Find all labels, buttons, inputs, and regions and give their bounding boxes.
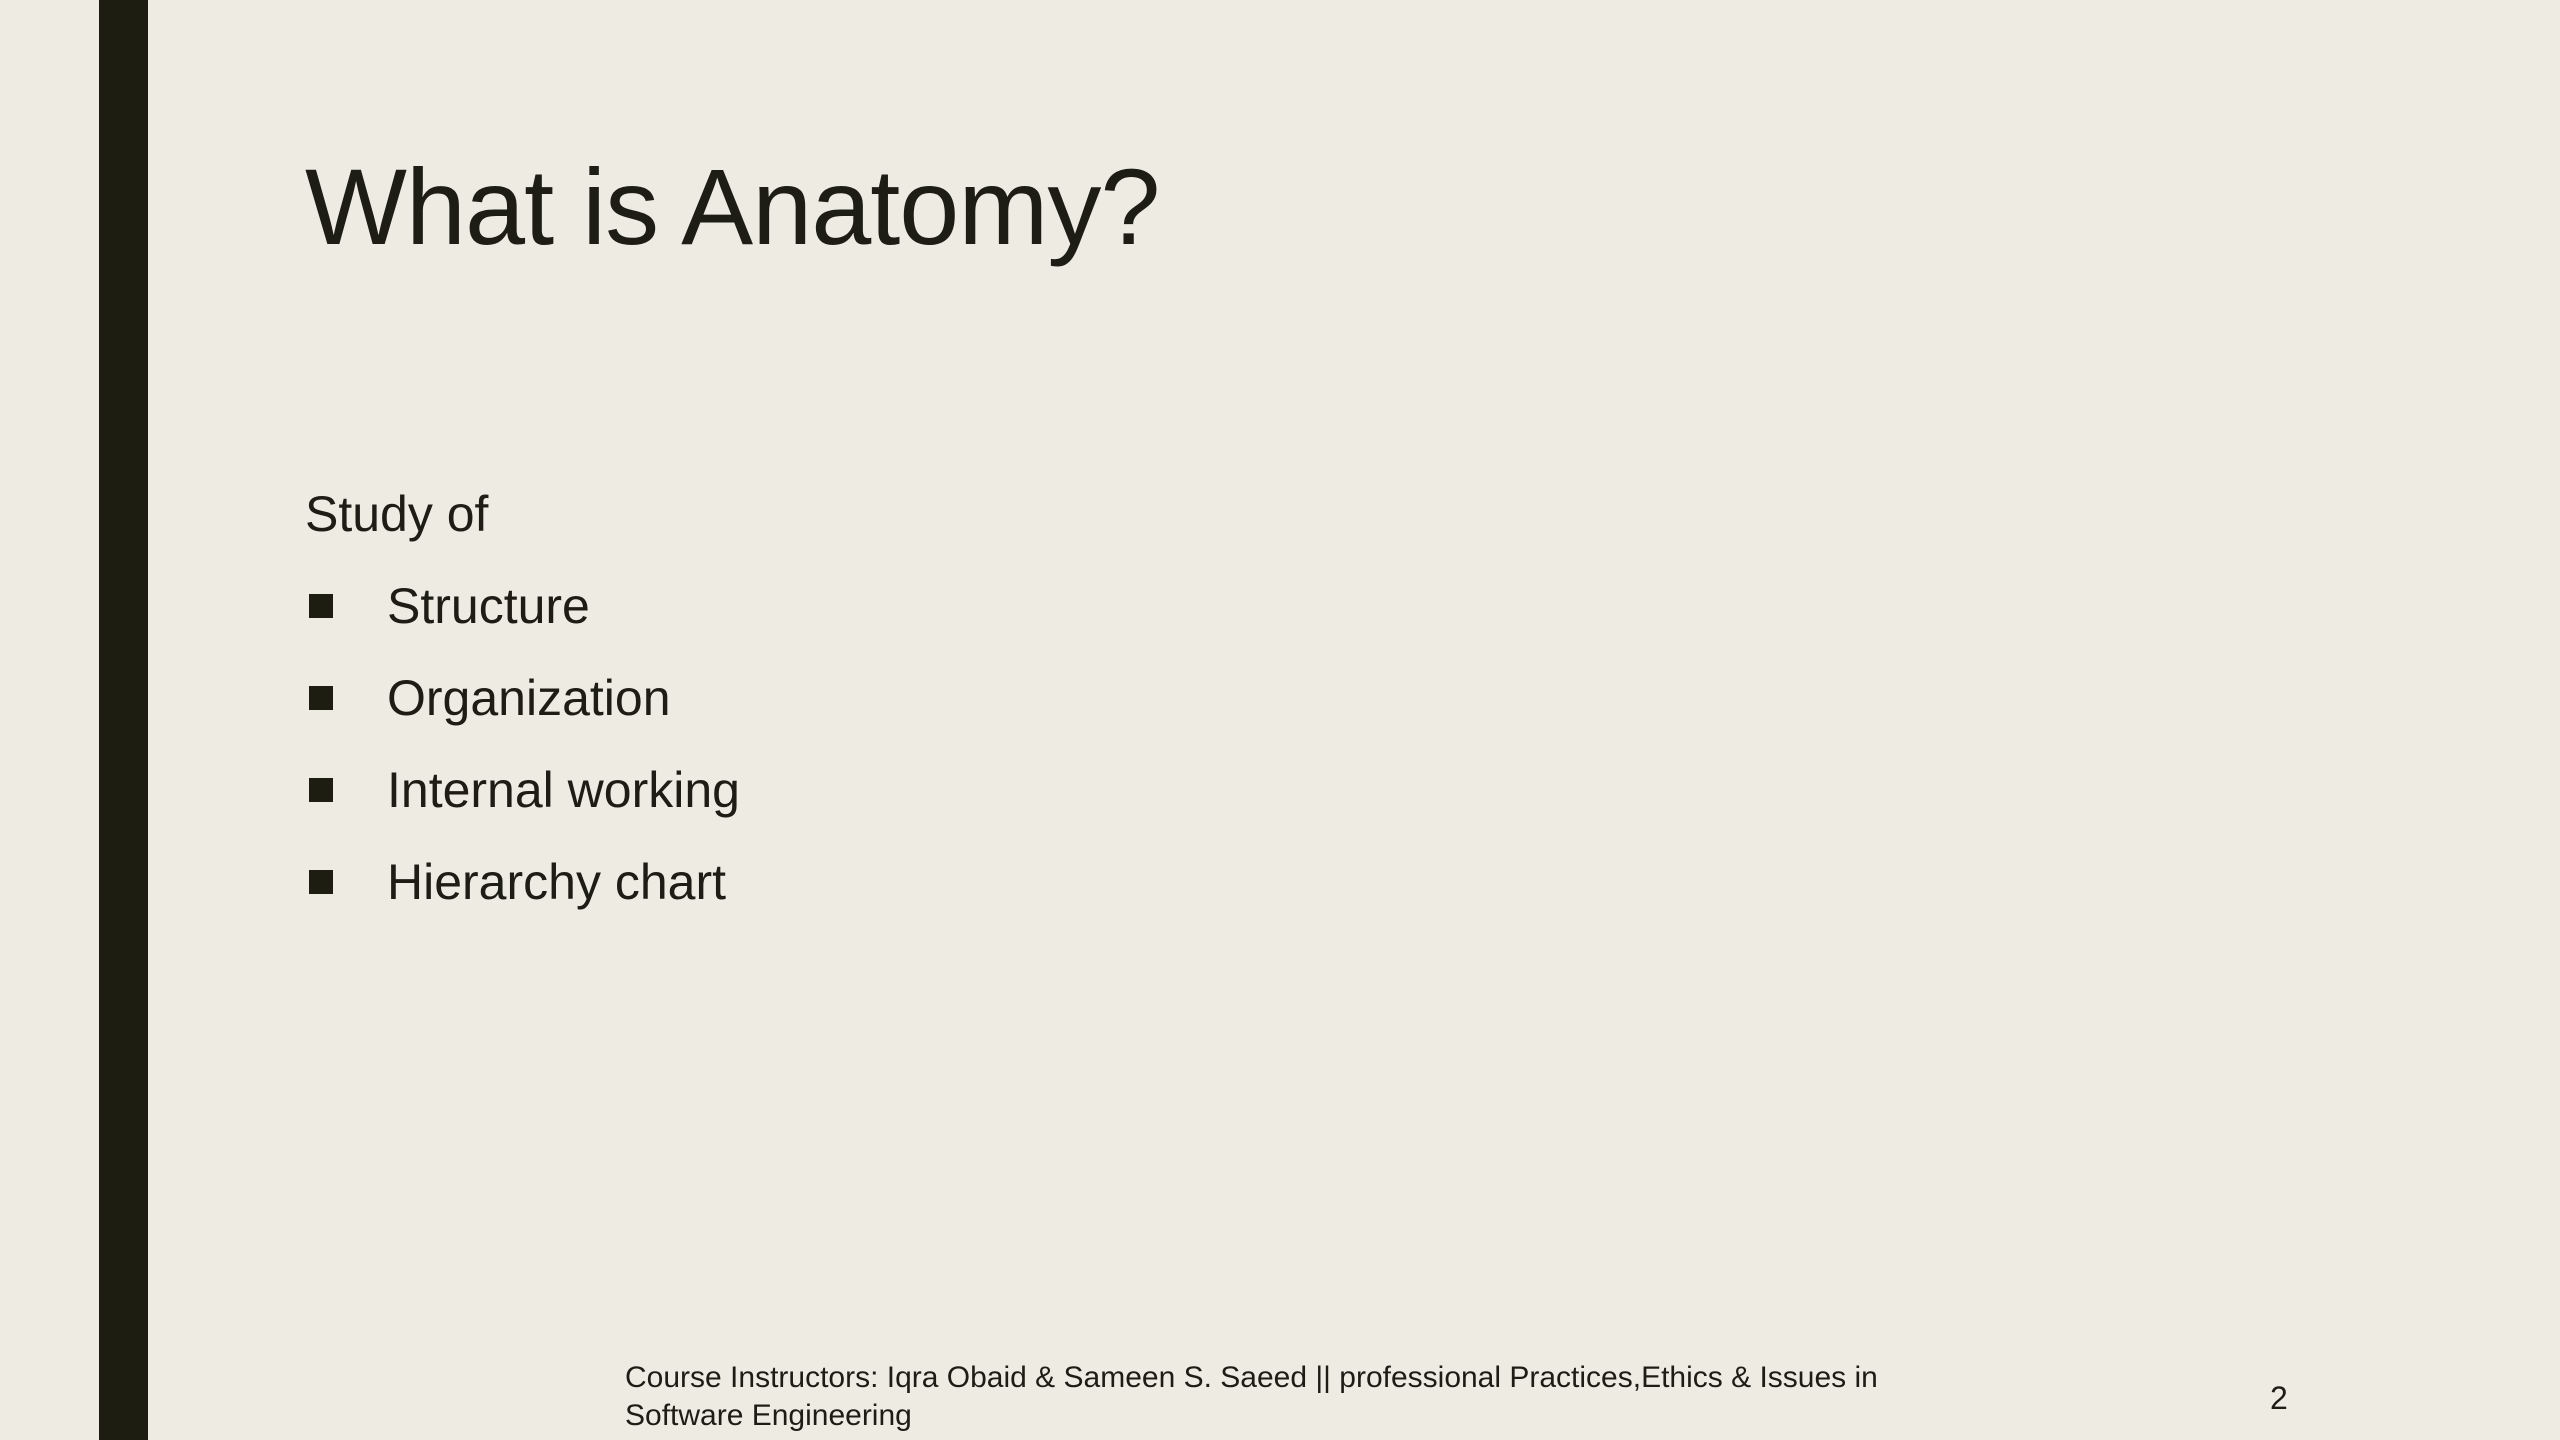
slide-body [305,484,740,944]
slide-title: What is Anatomy? [305,146,1160,267]
bullet-text: Organization [387,670,671,726]
square-bullet-icon [309,594,333,618]
page-number: 2 [2270,1380,2288,1416]
bullet-text: Internal working [387,762,740,818]
square-bullet-icon [309,686,333,710]
bullet-list [305,576,740,912]
footer-text: Course Instructors: Iqra Obaid & Sameen S. Saeed || professional Practices,Ethics & Issues in Software Engineering [625,1361,1878,1432]
bullet-item [305,760,740,820]
bullet-item [305,576,740,636]
square-bullet-icon [309,870,333,894]
bullet-item [305,668,740,728]
square-bullet-icon [309,778,333,802]
intro-text: Study of [305,486,489,542]
accent-bar [99,0,148,1440]
bullet-text: Structure [387,578,590,634]
bullet-item [305,852,740,912]
bullet-text: Hierarchy chart [387,854,726,910]
